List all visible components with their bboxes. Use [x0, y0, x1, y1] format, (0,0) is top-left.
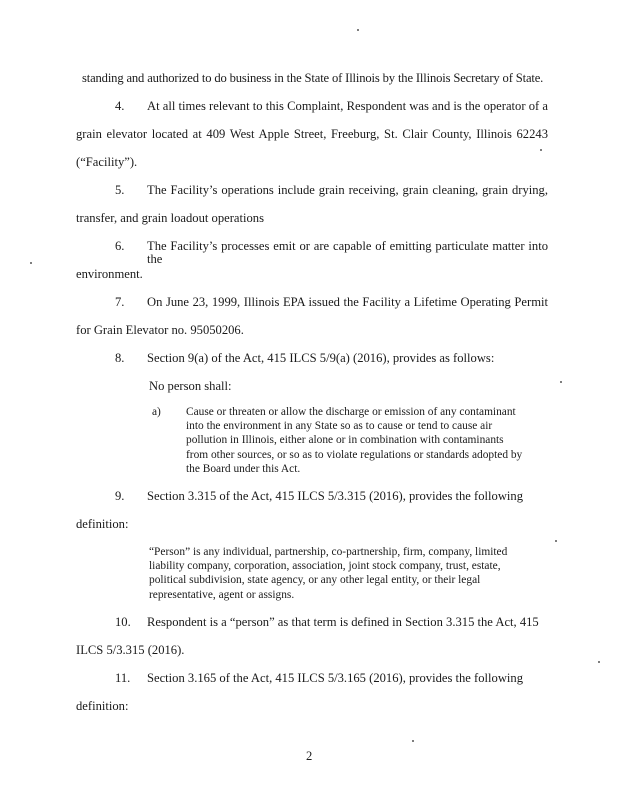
- paragraph-text: grain elevator located at 409 West Apple Street, Freeburg, St. Clair County, Illinois 62243: [76, 127, 548, 141]
- paragraph-number: 7.: [115, 295, 125, 309]
- quote-line: political subdivision, state agency, or any other legal entity, or their legal: [149, 574, 481, 587]
- paragraph-number: 4.: [115, 99, 125, 113]
- scan-speck: [555, 540, 557, 542]
- paragraph-text: transfer, and grain loadout operations: [76, 211, 264, 225]
- scan-speck: [540, 149, 542, 151]
- scan-speck: [560, 381, 562, 383]
- statute-intro: No person shall:: [149, 379, 232, 393]
- paragraph-number: 6.: [115, 239, 125, 253]
- quote-line: pollution in Illinois, either alone or in combination with contaminants: [186, 434, 504, 447]
- quote-line: representative, agent or assigns.: [149, 588, 295, 601]
- paragraph-text: Respondent is a “person” as that term is defined in Section 3.315 the Act, 415: [147, 615, 539, 629]
- paragraph-text: (“Facility”).: [76, 155, 138, 169]
- paragraph-number: 10.: [115, 615, 131, 629]
- quote-line: the Board under this Act.: [186, 462, 301, 475]
- paragraph-continuation: standing and authorized to do business in the State of Illinois by the Illinois Secretary of State.: [82, 71, 544, 85]
- paragraph-number: 8.: [115, 351, 125, 365]
- definition-quote: [149, 545, 549, 602]
- quote-line: from other sources, or so as to violate regulations or standards adopted by: [186, 448, 523, 461]
- quote-line: “Person” is any individual, partnership, co-partnership, firm, company, limited: [149, 546, 508, 558]
- page-number: 2: [306, 749, 313, 763]
- paragraph-number: 5.: [115, 183, 125, 197]
- paragraph-number: 11.: [115, 671, 131, 685]
- scan-speck: [598, 661, 600, 663]
- paragraph-text: Section 9(a) of the Act, 415 ILCS 5/9(a) (2016), provides as follows:: [147, 351, 495, 365]
- quote-line: Cause or threaten or allow the discharge or emission of any contaminant: [186, 406, 516, 418]
- paragraph-number: 9.: [115, 489, 125, 503]
- paragraph-text: On June 23, 1999, Illinois EPA issued the Facility a Lifetime Operating Permit: [147, 295, 548, 309]
- paragraph-text: Section 3.315 of the Act, 415 ILCS 5/3.315 (2016), provides the following: [147, 489, 524, 503]
- scan-speck: [357, 29, 359, 31]
- paragraph-text: for Grain Elevator no. 95050206.: [76, 323, 244, 337]
- scan-speck: [30, 262, 32, 264]
- paragraph-text: Section 3.165 of the Act, 415 ILCS 5/3.165 (2016), provides the following: [147, 671, 524, 685]
- paragraph-text: definition:: [76, 699, 129, 713]
- paragraph-text: definition:: [76, 517, 129, 531]
- statute-quote: [186, 405, 548, 476]
- paragraph-text: The Facility’s operations include grain receiving, grain cleaning, grain drying,: [147, 183, 548, 197]
- paragraph-text: The Facility’s processes emit or are capable of emitting particulate matter into the: [147, 239, 548, 266]
- paragraph-text: At all times relevant to this Complaint, Respondent was and is the operator of a: [147, 99, 548, 113]
- quote-line: into the environment in any State so as to cause or tend to cause air: [186, 420, 493, 433]
- paragraph-text: ILCS 5/3.315 (2016).: [76, 643, 185, 657]
- paragraph-text: environment.: [76, 267, 143, 281]
- statute-item-label: a): [152, 406, 161, 418]
- quote-line: liability company, corporation, association, joint stock company, trust, estate,: [149, 560, 501, 573]
- scan-speck: [412, 740, 414, 742]
